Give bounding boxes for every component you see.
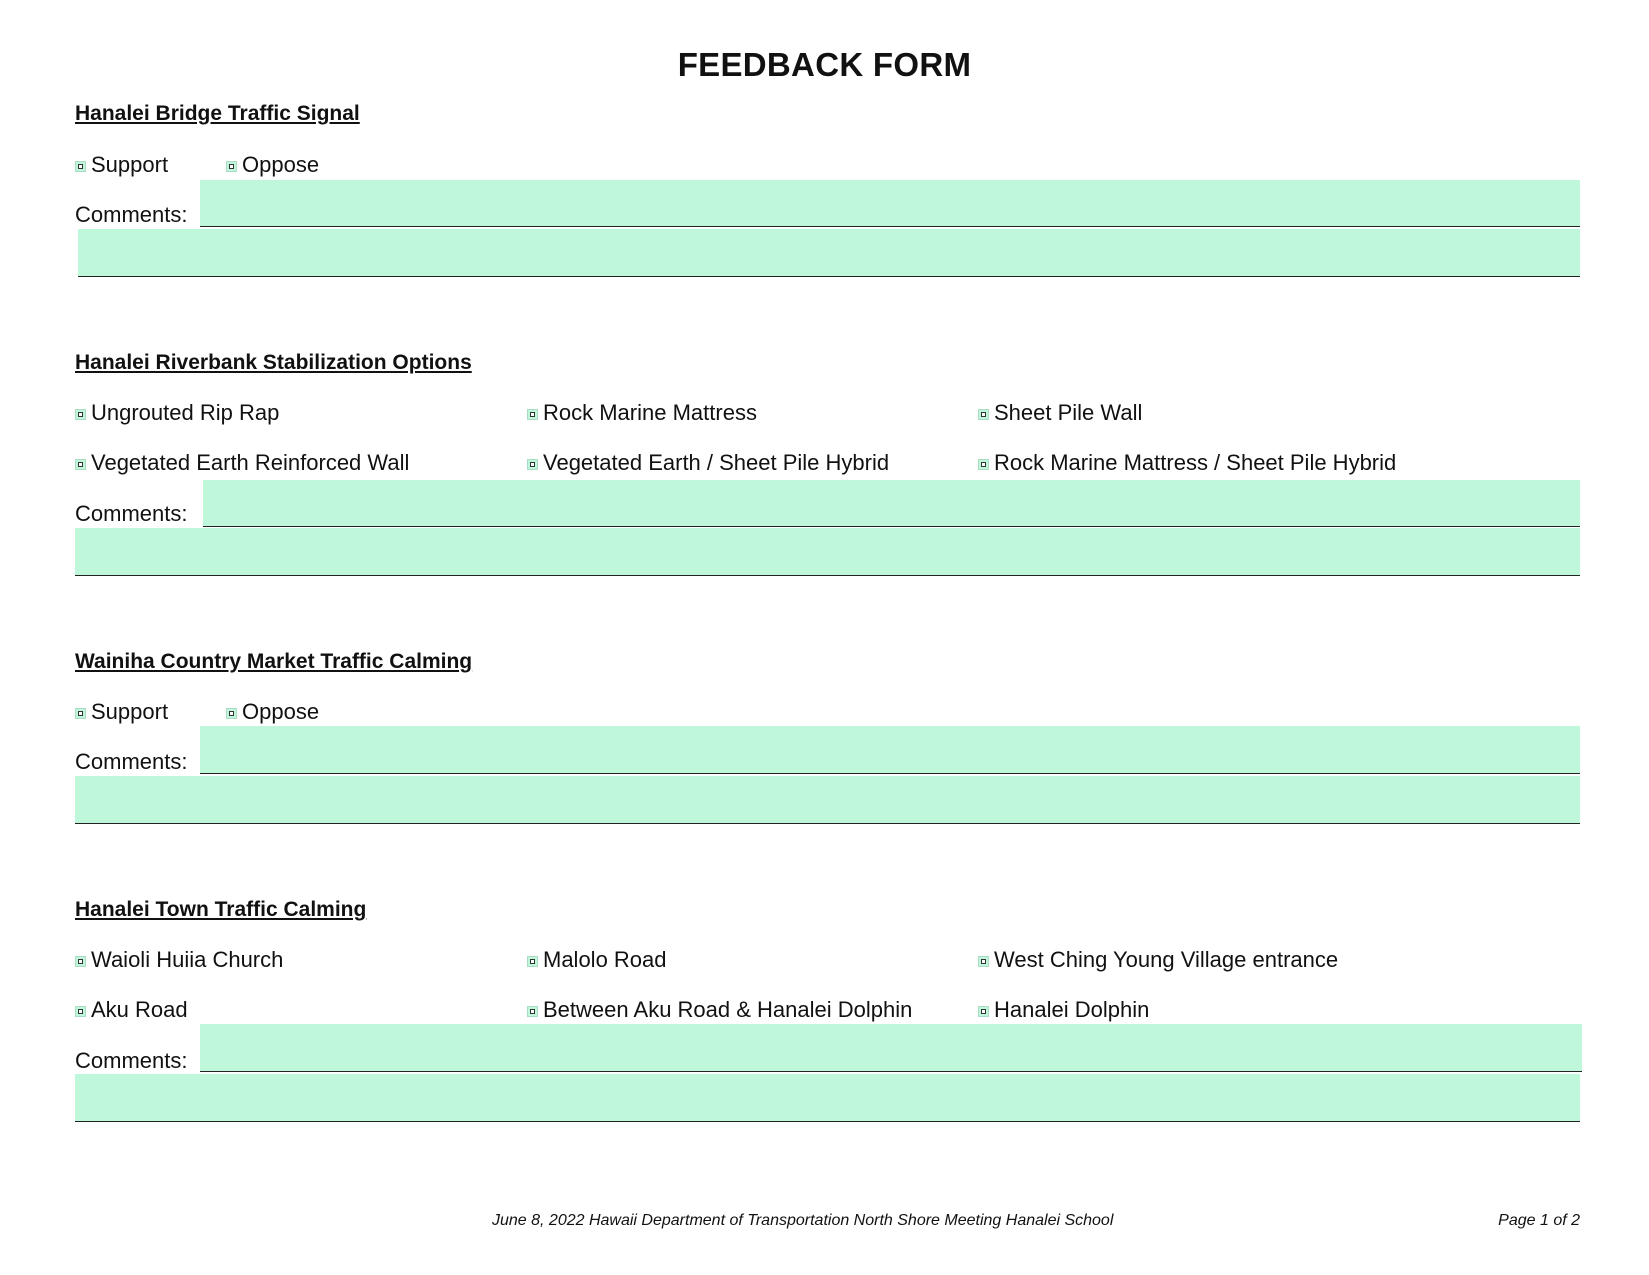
comments-field-line-2[interactable] — [78, 229, 1580, 277]
checkbox[interactable] — [75, 956, 86, 967]
checkbox[interactable] — [527, 409, 538, 420]
option-label: West Ching Young Village entrance — [994, 947, 1339, 972]
section-heading-wainiha: Wainiha Country Market Traffic Calming — [75, 650, 473, 673]
option-label: Malolo Road — [543, 947, 667, 972]
checkbox[interactable] — [527, 459, 538, 470]
checkbox[interactable] — [75, 708, 86, 719]
option-label: Support — [91, 699, 169, 724]
option-sheet-pile-wall[interactable] — [978, 400, 1142, 426]
checkbox[interactable] — [527, 1006, 538, 1017]
comments-label: Comments: — [75, 1048, 188, 1073]
comments-field-line-1[interactable] — [200, 1024, 1582, 1072]
option-support[interactable] — [75, 699, 168, 725]
checkbox[interactable] — [75, 409, 86, 420]
option-vegetated-earth-sheet-pile[interactable] — [527, 450, 889, 476]
option-label: Oppose — [242, 152, 320, 177]
option-label: Vegetated Earth Reinforced Wall — [91, 450, 410, 475]
option-malolo-road[interactable] — [527, 947, 667, 973]
option-rock-marine-sheet-pile[interactable] — [978, 450, 1396, 476]
option-label: Vegetated Earth / Sheet Pile Hybrid — [543, 450, 890, 475]
comments-field-line-2[interactable] — [75, 1074, 1580, 1122]
footer-page-number: Page 1 of 2 — [1498, 1212, 1580, 1229]
option-oppose[interactable] — [226, 152, 319, 178]
option-label: Sheet Pile Wall — [994, 400, 1143, 425]
comments-field-line-2[interactable] — [75, 528, 1580, 576]
checkbox[interactable] — [226, 708, 237, 719]
option-label: Hanalei Dolphin — [994, 997, 1150, 1022]
option-support[interactable] — [75, 152, 168, 178]
option-hanalei-dolphin[interactable] — [978, 997, 1149, 1023]
comments-field-line-1[interactable] — [203, 480, 1580, 527]
checkbox[interactable] — [978, 1006, 989, 1017]
option-label: Rock Marine Mattress / Sheet Pile Hybrid — [994, 450, 1397, 475]
section-heading-bridge-signal: Hanalei Bridge Traffic Signal — [75, 102, 360, 125]
page-title: FEEDBACK FORM — [677, 46, 972, 83]
option-label: Waioli Huiia Church — [91, 947, 284, 972]
option-label: Rock Marine Mattress — [543, 400, 757, 425]
checkbox[interactable] — [75, 1006, 86, 1017]
option-label: Oppose — [242, 699, 320, 724]
option-label: Ungrouted Rip Rap — [91, 400, 280, 425]
option-waioli-huiia-church[interactable] — [75, 947, 283, 973]
section-heading-hanalei-town: Hanalei Town Traffic Calming — [75, 898, 367, 921]
section-heading-riverbank: Hanalei Riverbank Stabilization Options — [75, 351, 472, 374]
checkbox[interactable] — [978, 459, 989, 470]
comments-field-line-1[interactable] — [200, 180, 1580, 227]
option-label: Support — [91, 152, 169, 177]
footer-meeting-info: June 8, 2022 Hawaii Department of Transportation North Shore Meeting Hanalei School — [492, 1212, 1114, 1229]
option-vegetated-earth-wall[interactable] — [75, 450, 409, 476]
option-west-ching-young[interactable] — [978, 947, 1338, 973]
checkbox[interactable] — [527, 956, 538, 967]
comments-label: Comments: — [75, 202, 188, 227]
checkbox[interactable] — [226, 161, 237, 172]
comments-field-line-2[interactable] — [75, 776, 1580, 824]
option-ungrouted-rip-rap[interactable] — [75, 400, 279, 426]
option-label: Aku Road — [91, 997, 188, 1022]
option-label: Between Aku Road & Hanalei Dolphin — [543, 997, 913, 1022]
option-rock-marine-mattress[interactable] — [527, 400, 757, 426]
comments-field-line-1[interactable] — [200, 726, 1580, 774]
comments-label: Comments: — [75, 501, 188, 526]
option-oppose[interactable] — [226, 699, 319, 725]
checkbox[interactable] — [75, 161, 86, 172]
option-aku-road[interactable] — [75, 997, 188, 1023]
option-between-aku-dolphin[interactable] — [527, 997, 912, 1023]
comments-label: Comments: — [75, 749, 188, 774]
checkbox[interactable] — [978, 956, 989, 967]
checkbox[interactable] — [75, 459, 86, 470]
checkbox[interactable] — [978, 409, 989, 420]
